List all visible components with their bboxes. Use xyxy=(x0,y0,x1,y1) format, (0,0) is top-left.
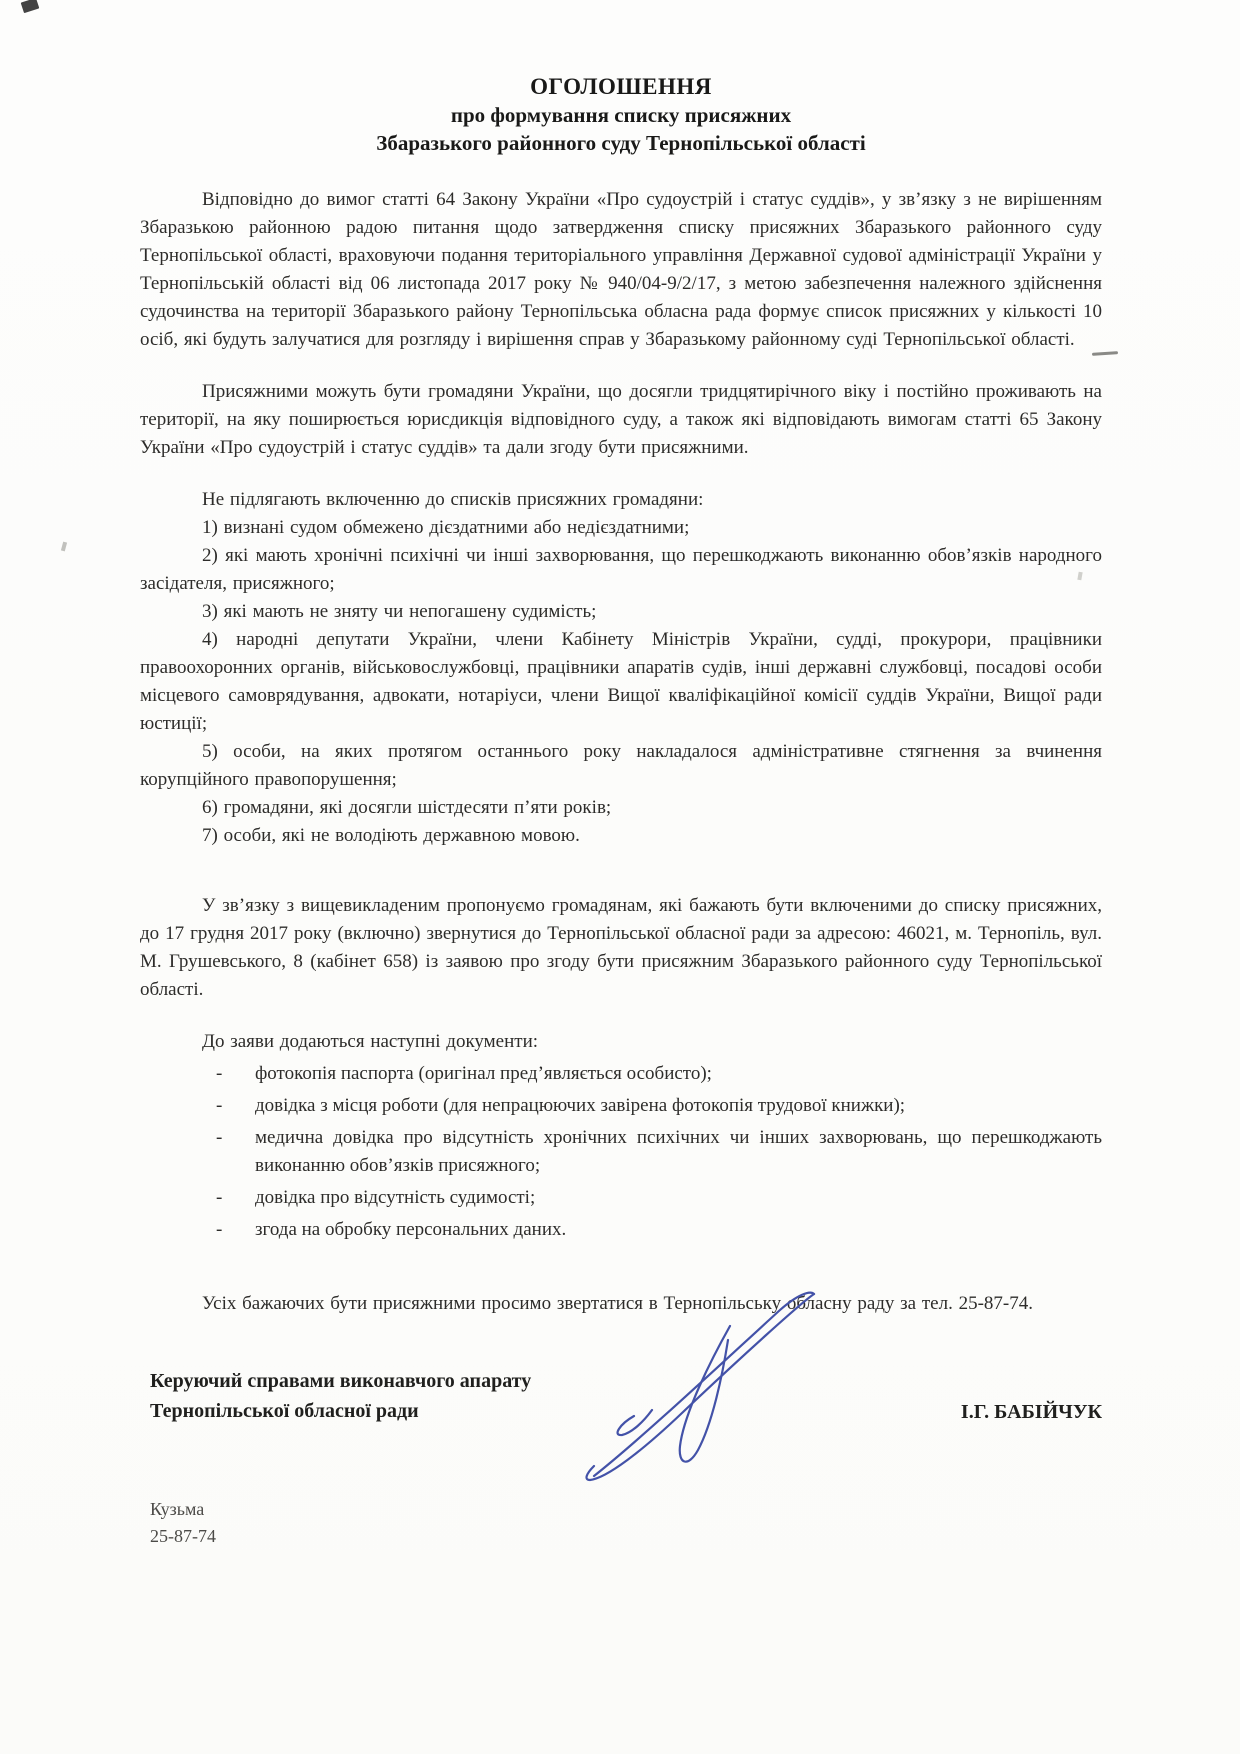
paragraph-legal-basis: Відповідно до вимог статті 64 Закону України «Про судоустрій і статус суддів», у зв’язку з не вирішенням Збаразькою районною радою питання щодо затвердження списку присяжних Збаразького районного суду Тернопільської області, враховуючи подання територіального управління Державної судової адміністрації України у Тернопільській області від 06 листопада 2017 року № 940/04-9/2/17, з метою забезпечення належного здійснення судочинства на території Збаразького району Тернопільська обласна рада формує список присяжних у кількості 10 осіб, які будуть залучатися для розгляду і вирішення справ у Збаразькому районному суді Тернопільської області. xyxy=(140,189,1102,350)
exclusion-item-7: 7) особи, які не володіють державною мовою. xyxy=(202,825,580,846)
documents-section xyxy=(140,1028,1102,1244)
document-content xyxy=(140,74,1102,1550)
document-item-text: згода на обробку персональних даних. xyxy=(255,1219,567,1240)
hyphen-bullet: - xyxy=(216,1219,223,1240)
document-title: ОГОЛОШЕННЯ xyxy=(530,74,712,99)
paragraph-closing-contact: Усіх бажаючих бути присяжними просимо звертатися в Тернопільську обласну раду за тел. 25-87-74. xyxy=(202,1293,1033,1314)
hyphen-bullet: - xyxy=(216,1095,223,1116)
exclusions-section xyxy=(140,486,1102,850)
exclusion-item-6: 6) громадяни, які досягли шістдесяти п’яти років; xyxy=(202,797,612,818)
footer-contact xyxy=(140,1496,1102,1550)
hyphen-bullet: - xyxy=(216,1127,223,1148)
hyphen-bullet: - xyxy=(216,1187,223,1208)
document-item-work-certificate xyxy=(140,1092,1102,1120)
title-block xyxy=(140,74,1102,156)
footer-contact-phone: 25-87-74 xyxy=(150,1526,216,1546)
document-item-medical-certificate xyxy=(140,1124,1102,1180)
document-item-text: медична довідка про відсутність хронічних психічних чи інших захворювань, що перешкоджають виконанню обов’язків присяжного; xyxy=(255,1127,1102,1176)
document-item-no-conviction xyxy=(140,1184,1102,1212)
exclusion-item-5: 5) особи, на яких протягом останнього року накладалося адміністративне стягнення за вчинення корупційного правопорушення; xyxy=(140,741,1102,790)
signoff-name: І.Г. БАБІЙЧУК xyxy=(960,1401,1102,1423)
paragraph-eligibility: Присяжними можуть бути громадяни України, що досягли тридцятирічного віку і постійно проживають на території, на яку поширюється юрисдикція відповідного суду, а також які відповідають вимогам статті 65 Закону України «Про судоустрій і статус суддів» та дали згоду бути присяжними. xyxy=(140,381,1102,458)
document-item-text: довідка про відсутність судимості; xyxy=(255,1187,536,1208)
scan-artifact-corner-mark xyxy=(21,0,40,13)
exclusion-item-1: 1) визнані судом обмежено дієздатними або недієздатними; xyxy=(202,517,690,538)
hyphen-bullet: - xyxy=(216,1063,223,1084)
signoff-row xyxy=(140,1366,1102,1426)
exclusions-intro: Не підлягають включенню до списків присяжних громадяни: xyxy=(202,489,704,510)
footer-contact-name: Кузьма xyxy=(150,1499,205,1519)
signoff-position-line1: Керуючий справами виконавчого апарату xyxy=(150,1370,532,1392)
document-item-text: фотокопія паспорта (оригінал пред’являється особисто); xyxy=(255,1063,712,1084)
exclusion-item-4: 4) народні депутати України, члени Кабінету Міністрів України, судді, прокурори, працівники правоохоронних органів, військовослужбовці, працівники апаратів судів, інші державні службовці, посадові особи місцевого самоврядування, адвокати, нотаріуси, члени Вищої кваліфікаційної комісії суддів України, Вищої ради юстиції; xyxy=(140,629,1102,734)
exclusion-item-2: 2) які мають хронічні психічні чи інші захворювання, що перешкоджають виконанню обов’язків народного засідателя, присяжного; xyxy=(140,545,1102,594)
document-subtitle-line2: Збаразького районного суду Тернопільської області xyxy=(376,131,866,155)
signoff-position xyxy=(140,1366,531,1426)
documents-intro: До заяви додаються наступні документи: xyxy=(202,1031,539,1052)
document-item-data-consent xyxy=(140,1216,1102,1244)
scan-artifact-speck xyxy=(61,542,67,552)
documents-list xyxy=(140,1060,1102,1244)
document-subtitle-line1: про формування списку присяжних xyxy=(450,103,792,127)
exclusion-item-3: 3) які мають не зняту чи непогашену судимість; xyxy=(202,601,597,622)
paragraph-invitation: У зв’язку з вищевикладеним пропонуємо громадянам, які бажають бути включеними до списку присяжних, до 17 грудня 2017 року (включно) звернутися до Тернопільської обласної ради за адресою: 46021, м. Тернопіль, вул. М. Грушевського, 8 (кабінет 658) із заявою про згоду бути присяжним Збаразького районного суду Тернопільської області. xyxy=(140,895,1102,1000)
document-item-text: довідка з місця роботи (для непрацюючих завірена фотокопія трудової книжки); xyxy=(255,1095,906,1116)
signoff-position-line2: Тернопільської обласної ради xyxy=(150,1400,419,1422)
document-item-passport xyxy=(140,1060,1102,1088)
